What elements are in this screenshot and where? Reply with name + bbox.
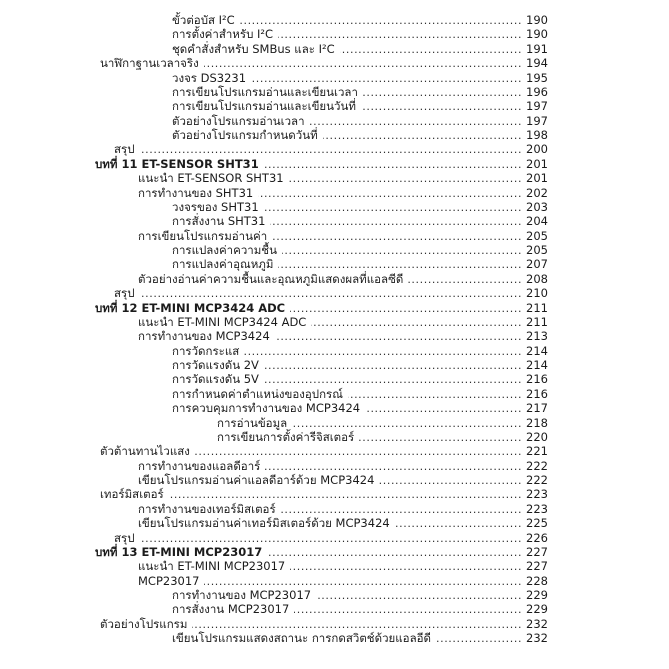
dot-leader [272,229,522,244]
dot-leader [363,85,522,100]
toc-entry-page-number: 205 [526,243,548,257]
toc-entry-title: การทำงานของแอลดีอาร์ [138,458,261,473]
dot-leader [365,401,522,416]
toc-entry [0,85,669,99]
toc-entry-page-number: 229 [526,602,548,617]
dot-leader [310,114,522,129]
toc-entry [0,545,669,559]
toc-entry-page-number: 207 [526,257,548,272]
toc-entry [0,114,669,128]
toc-entry-page-number: 220 [526,429,548,444]
dot-leader [195,444,522,459]
dot-leader [264,157,522,172]
toc-entry-page-number: 197 [526,113,548,128]
toc-entry-title: การควบคุมการทำงานของ MCP3424 [172,401,361,416]
toc-entry [0,229,669,243]
toc-entry-title: นาฬิกาฐานเวลาจริง [100,56,199,71]
toc-entry-page-number: 191 [526,41,548,56]
toc-entry-page-number: 214 [526,358,548,372]
dot-leader [311,315,522,330]
dot-leader [265,459,522,474]
toc-entry [0,27,669,41]
dot-leader [282,243,522,258]
toc-entry-title: สรุป [114,530,135,545]
toc-entry-page-number: 216 [526,386,548,401]
toc-entry-title: วงจรของ SHT31 [172,199,259,214]
toc-entry [0,559,669,573]
dot-leader [294,602,522,617]
toc-entry-page-number: 198 [526,128,548,142]
dot-leader [140,286,523,301]
toc-entry [0,588,669,602]
dot-leader [340,42,522,57]
toc-entry [0,358,669,372]
toc-entry-title: การแปลงค่าอุณหภูมิ [172,257,274,272]
dot-leader [140,142,523,157]
dot-leader [379,473,522,488]
toc-entry-page-number: 213 [526,329,548,344]
dot-leader [264,372,522,387]
toc-entry [0,99,669,113]
toc-entry [0,617,669,631]
toc-entry-page-number: 217 [526,401,548,416]
dot-leader [316,588,522,603]
dot-leader [290,559,522,574]
toc-entry [0,387,669,401]
toc-entry [0,444,669,458]
dot-leader [240,13,522,28]
toc-entry-title: การทำงานของ MCP3424 [138,329,270,344]
toc-entry-title: สรุป [114,142,135,157]
toc-entry-page-number: 190 [526,27,548,42]
toc-entry [0,430,669,444]
toc-entry-page-number: 221 [526,444,548,459]
toc-entry [0,344,669,358]
toc-entry [0,631,669,645]
toc-entry [0,71,669,85]
toc-entry-title: ตัวอย่างอ่านค่าความชื้นและอุณหภูมิแสดงผลที่แอลซีดี [138,271,404,286]
toc-entry-page-number: 229 [526,588,548,602]
toc-entry [0,186,669,200]
toc-entry-page-number: 211 [526,314,548,329]
toc-entry-title: เขียนโปรแกรมอ่านค่าแอลดีอาร์ด้วย MCP3424 [138,473,375,487]
toc-entry [0,142,669,156]
dot-leader [264,200,522,215]
toc-entry-title: แนะนำ ET-MINI MCP3424 ADC [138,314,307,329]
toc-entry-page-number: 232 [526,631,548,646]
toc-entry-page-number: 227 [526,559,548,574]
toc-entry [0,574,669,588]
dot-leader [270,214,522,229]
toc-entry-title: การตั้งค่าสำหรับ I²C [172,27,274,42]
dot-leader [244,344,522,359]
toc-entry-page-number: 200 [526,142,548,157]
toc-entry-page-number: 203 [526,199,548,214]
toc-entry-title: การสั่งงาน SHT31 [172,214,266,229]
toc-entry [0,128,669,142]
dot-leader [169,487,522,502]
dot-leader [278,27,522,42]
toc-entry [0,56,669,70]
toc-entry-page-number: 202 [526,185,548,200]
toc-entry-page-number: 201 [526,156,548,171]
toc-entry-title: การกำหนดค่าตำแหน่งของอุปกรณ์ [172,386,343,401]
dot-leader [192,617,522,632]
dot-leader [267,545,522,560]
toc-entry [0,502,669,516]
toc-entry-page-number: 210 [526,286,548,301]
toc-entry [0,157,669,171]
toc-entry-page-number: 222 [526,458,548,473]
toc-entry-title: ตัวต้านทานไวแสง [100,444,190,459]
toc-entry-title: MCP23017 [138,573,200,588]
toc-entry [0,516,669,530]
dot-leader [281,502,522,517]
toc-entry-title: การเขียนโปรแกรมอ่านและเขียนเวลา [172,84,358,99]
toc-entry [0,42,669,56]
toc-entry-title: แนะนำ ET-SENSOR SHT31 [138,171,284,186]
toc-entry-title: การแปลงค่าความชื้น [172,243,277,257]
dot-leader [408,272,522,287]
toc-entry [0,301,669,315]
toc-entry-page-number: 214 [526,343,548,358]
toc-entry-page-number: 190 [526,13,548,27]
toc-entry [0,416,669,430]
dot-leader [275,329,522,344]
dot-leader [323,128,522,143]
toc-entry-page-number: 208 [526,271,548,286]
toc-entry-page-number: 205 [526,228,548,243]
toc-entry-title: ตัวอย่างโปรแกรมกำหนดวันที่ [172,128,318,142]
toc-entry [0,286,669,300]
toc-entry-title: การเขียนโปรแกรมอ่านและเขียนวันที่ [172,99,356,114]
toc-entry-page-number: 223 [526,487,548,502]
toc-entry-title: การสั่งงาน MCP23017 [172,602,290,617]
toc-entry-page-number: 227 [526,544,548,559]
toc-entry-page-number: 194 [526,56,548,71]
dot-leader [290,301,522,316]
toc-entry [0,372,669,386]
toc-entry-title: การอ่านข้อมูล [217,415,288,430]
toc-entry [0,214,669,228]
toc-entry-title: ตัวอย่างโปรแกรมอ่านเวลา [172,113,305,128]
toc-entry-page-number: 201 [526,171,548,186]
toc-entry-title: บทที่ 13 ET-MINI MCP23017 [95,544,263,559]
toc-entry-page-number: 223 [526,501,548,516]
dot-leader [361,99,522,114]
toc-entry-page-number: 225 [526,516,548,531]
toc-entry-title: ตัวอย่างโปรแกรม [100,616,188,631]
table-of-contents [0,13,669,646]
toc-entry-title: เทอร์มิสเตอร์ [100,487,164,502]
toc-entry-page-number: 232 [526,616,548,631]
toc-entry-title: การวัดกระแส [172,343,240,358]
dot-leader [204,574,522,589]
toc-entry [0,531,669,545]
toc-entry [0,602,669,616]
toc-entry-title: สรุป [114,286,135,301]
toc-entry [0,243,669,257]
toc-entry-page-number: 195 [526,70,548,85]
toc-entry [0,200,669,214]
toc-entry-title: บทที่ 12 ET-MINI MCP3424 ADC [95,300,286,315]
dot-leader [204,56,522,71]
dot-leader [359,430,522,445]
toc-entry [0,315,669,329]
toc-entry-page-number: 216 [526,372,548,387]
toc-entry-page-number: 197 [526,99,548,114]
dot-leader [292,416,522,431]
dot-leader [289,171,522,186]
toc-entry-page-number: 218 [526,415,548,430]
toc-entry-title: วงจร DS3231 [172,70,247,85]
toc-entry-page-number: 204 [526,214,548,229]
toc-entry [0,13,669,27]
dot-leader [251,71,522,86]
dot-leader [264,358,522,373]
toc-entry-title: การวัดแรงดัน 2V [172,358,259,372]
dot-leader [348,387,522,402]
dot-leader [395,516,522,531]
toc-entry [0,473,669,487]
toc-entry-title: การเขียนการตั้งค่ารีจิสเตอร์ [217,429,355,444]
toc-entry-page-number: 226 [526,530,548,545]
toc-entry-title: การทำงานของ SHT31 [138,185,254,200]
toc-entry-title: เขียนโปรแกรมอ่านค่าเทอร์มิสเตอร์ด้วย MCP3424 [138,516,390,531]
toc-entry-title: การทำงานของ MCP23017 [172,588,312,602]
toc-entry-page-number: 228 [526,573,548,588]
toc-entry-title: บทที่ 11 ET-SENSOR SHT31 [95,156,259,171]
toc-entry-page-number: 211 [526,300,548,315]
toc-entry-page-number: 222 [526,473,548,487]
toc-entry-title: การวัดแรงดัน 5V [172,372,259,387]
toc-entry-title: ขั้วต่อบัส I²C [172,13,235,27]
toc-entry [0,257,669,271]
toc-entry [0,329,669,343]
toc-entry [0,171,669,185]
dot-leader [278,257,522,272]
toc-entry-title: แนะนำ ET-MINI MCP23017 [138,559,286,574]
dot-leader [140,531,523,546]
toc-entry [0,401,669,415]
toc-entry-title: การเขียนโปรแกรมอ่านค่า [138,228,268,243]
toc-entry-title: เขียนโปรแกรมแสดงสถานะ การกดสวิตช์ด้วยแอลอีดี [172,631,432,646]
toc-entry [0,459,669,473]
toc-entry [0,272,669,286]
dot-leader [258,186,522,201]
toc-entry-title: การทำงานของเทอร์มิสเตอร์ [138,501,276,516]
dot-leader [436,631,522,646]
toc-entry-page-number: 196 [526,84,548,99]
toc-entry [0,487,669,501]
toc-entry-title: ชุดคำสั่งสำหรับ SMBus และ I²C [172,41,335,56]
